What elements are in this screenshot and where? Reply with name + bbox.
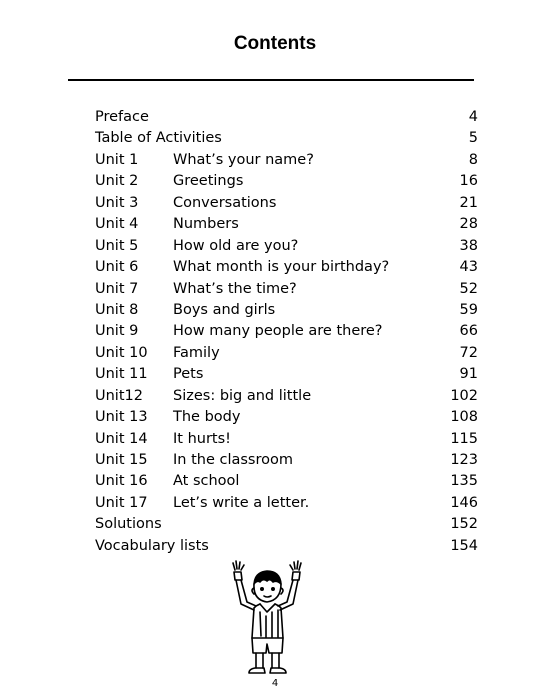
toc-unit: Unit 4 xyxy=(95,216,139,233)
toc-page-number: 28 xyxy=(459,216,478,233)
toc-page-number: 4 xyxy=(468,109,478,125)
toc-row[interactable] xyxy=(95,429,478,450)
toc-page-number: 52 xyxy=(459,280,478,297)
toc-row[interactable] xyxy=(95,236,478,257)
toc-page-number: 146 xyxy=(450,494,478,511)
toc-unit: Unit 1 xyxy=(95,151,139,168)
toc-page-number: 59 xyxy=(459,301,478,318)
toc-unit: Unit 5 xyxy=(95,237,139,254)
toc-unit: Unit 14 xyxy=(95,430,148,447)
toc-unit: Unit 2 xyxy=(95,173,139,190)
toc-row[interactable] xyxy=(95,514,478,535)
toc-row[interactable] xyxy=(95,150,478,171)
page-number: 4 xyxy=(271,678,279,689)
toc-page-number: 66 xyxy=(459,323,478,340)
title-divider xyxy=(68,79,474,81)
toc-page-number: 91 xyxy=(459,366,478,383)
toc-row[interactable] xyxy=(95,386,478,407)
toc-unit: Unit 10 xyxy=(95,344,148,361)
toc-row[interactable] xyxy=(95,193,478,214)
toc-unit: Table of Activities xyxy=(95,130,222,147)
toc-title: Let’s write a letter. xyxy=(173,494,310,511)
toc-title: It hurts! xyxy=(173,430,231,447)
toc-title: Pets xyxy=(173,366,204,383)
toc-page-number: 38 xyxy=(459,237,478,254)
toc-unit: Preface xyxy=(95,109,149,125)
page-title: Contents xyxy=(233,33,317,54)
toc-row[interactable] xyxy=(95,343,478,364)
toc-row[interactable] xyxy=(95,300,478,321)
toc-unit: Unit 9 xyxy=(95,323,139,340)
toc-page-number: 115 xyxy=(450,430,478,447)
toc-page-number: 135 xyxy=(450,473,478,490)
toc-page-number: 108 xyxy=(450,409,478,426)
toc-row[interactable] xyxy=(95,364,478,385)
toc-row[interactable] xyxy=(95,493,478,514)
toc-unit: Unit 17 xyxy=(95,494,148,511)
toc-row[interactable] xyxy=(95,407,478,428)
toc-unit: Unit 7 xyxy=(95,280,139,297)
toc-row[interactable] xyxy=(95,450,478,471)
toc-title: What month is your birthday? xyxy=(173,259,390,276)
toc-unit: Unit12 xyxy=(95,387,143,404)
toc-title: Family xyxy=(173,344,220,361)
toc-unit: Unit 13 xyxy=(95,409,148,426)
toc-unit: Unit 8 xyxy=(95,301,139,318)
toc-page-number: 72 xyxy=(459,344,478,361)
toc-title: Sizes: big and little xyxy=(173,387,312,404)
toc-page-number: 16 xyxy=(459,173,478,190)
toc-title: How old are you? xyxy=(173,237,299,254)
toc-title: In the classroom xyxy=(173,452,293,468)
toc-unit: Solutions xyxy=(95,516,162,533)
toc-title: What’s the time? xyxy=(173,280,297,297)
toc-title: At school xyxy=(173,473,240,490)
toc-row[interactable] xyxy=(95,128,478,149)
toc-page-number: 102 xyxy=(450,387,478,404)
toc-page-number: 21 xyxy=(459,194,478,211)
toc-title: The body xyxy=(173,409,241,426)
toc-row[interactable] xyxy=(95,279,478,300)
toc-unit: Unit 16 xyxy=(95,473,148,490)
toc-row[interactable] xyxy=(95,321,478,342)
toc-title: What’s your name? xyxy=(173,151,314,168)
toc-page-number: 43 xyxy=(459,259,478,276)
toc-page-number: 154 xyxy=(450,537,478,554)
table-of-contents xyxy=(95,107,478,557)
toc-page-number: 8 xyxy=(468,151,478,168)
toc-row[interactable] xyxy=(95,214,478,235)
toc-page-number: 123 xyxy=(450,452,478,468)
toc-page-number: 5 xyxy=(468,130,478,147)
toc-row[interactable] xyxy=(95,257,478,278)
toc-row[interactable] xyxy=(95,471,478,492)
toc-title: How many people are there? xyxy=(173,323,383,340)
toc-unit: Unit 15 xyxy=(95,452,148,468)
toc-row[interactable] xyxy=(95,107,478,128)
toc-unit: Unit 3 xyxy=(95,194,139,211)
toc-unit: Unit 6 xyxy=(95,259,139,276)
toc-unit: Unit 11 xyxy=(95,366,148,383)
toc-row[interactable] xyxy=(95,536,478,557)
toc-unit: Vocabulary lists xyxy=(95,537,209,554)
toc-row[interactable] xyxy=(95,171,478,192)
toc-page-number: 152 xyxy=(450,516,478,533)
toc-title: Conversations xyxy=(173,194,277,211)
boy-illustration xyxy=(225,560,315,680)
toc-title: Numbers xyxy=(173,216,239,233)
toc-title: Boys and girls xyxy=(173,301,276,318)
toc-title: Greetings xyxy=(173,173,244,190)
